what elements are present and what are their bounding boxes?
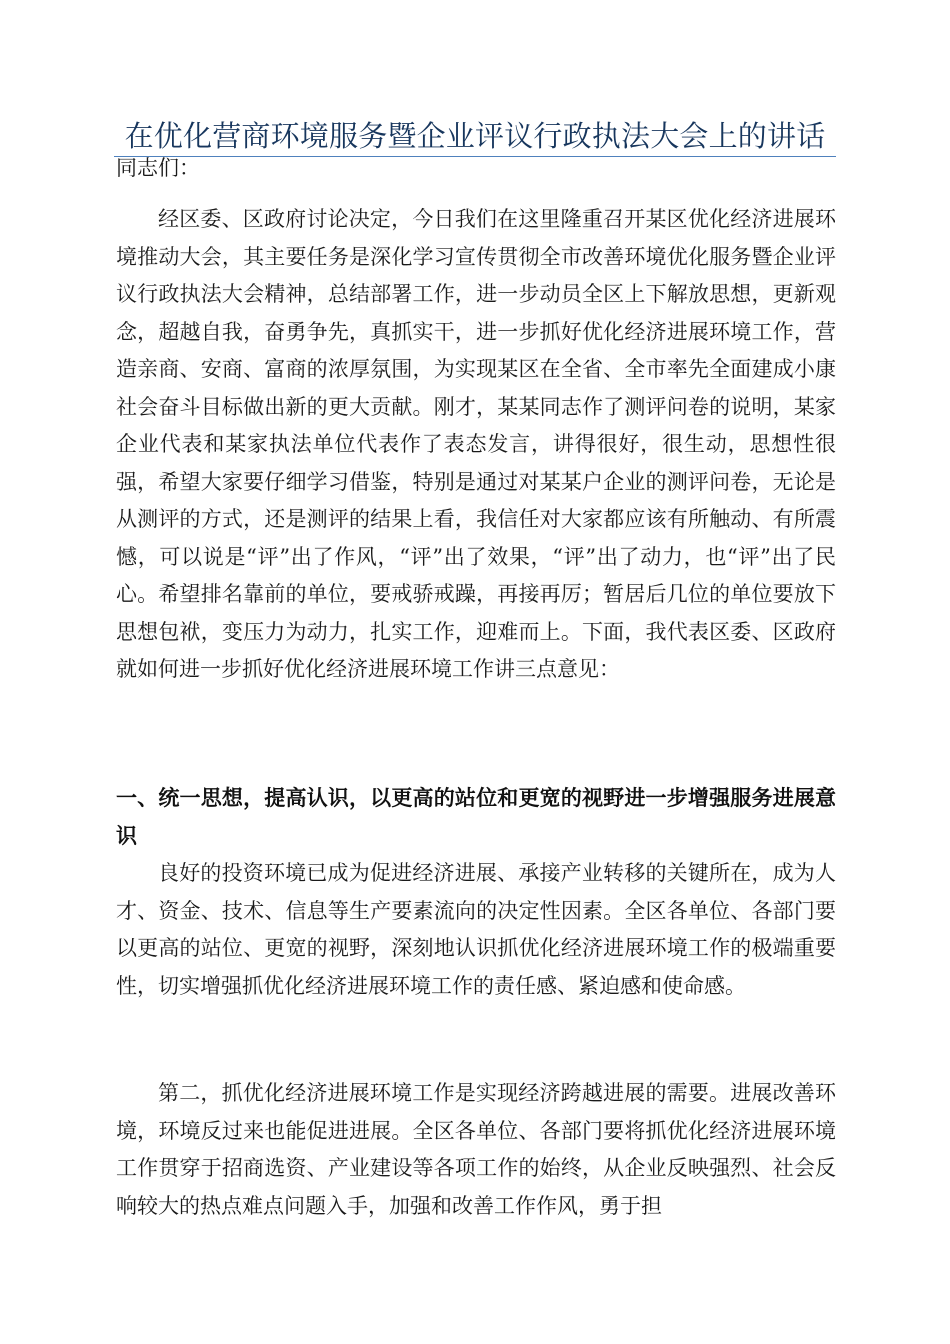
section-heading-1: 一、统一思想，提高认识，以更高的站位和更宽的视野进一步增强服务进展意识 [116, 785, 836, 848]
salutation: 同志们： [116, 156, 200, 180]
paragraph-opening: 经区委、区政府讨论决定，今日我们在这里隆重召开某区优化经济进展环境推动大会，其主要任务是深化学习宣传贯彻全市改善环境优化服务暨企业评议行政执法大会精神，总结部署工作，进一步动员全区上下解放思想，更新观念，超越自我，奋勇争先，真抓实干，进一步抓好优化经济进展环境工作，营造亲商、安商、富商的浓厚氛围，为实现某区在全省、全市率先全面建成小康社会奋斗目标做出新的更大贡献。刚才，某某同志作了测评问卷的说明，某家企业代表和某家执法单位代表作了表态发言，讲得很好，很生动，思想性很强，希望大家要仔细学习借鉴，特别是通过对某某户企业的测评问卷，无论是从测评的方式，还是测评的结果上看，我信任对大家都应该有所触动、有所震憾，可以说是“评”出了作风，“评”出了效果，“评”出了动力，也“评”出了民心。希望排名靠前的单位，要戒骄戒躁，再接再厉；暂居后几位的单位要放下思想包袱，变压力为动力，扎实工作，迎难而上。下面，我代表区委、区政府就如何进一步抓好优化经济进展环境工作讲三点意见： [116, 207, 836, 681]
paragraph-section1-1: 良好的投资环境已成为促进经济进展、承接产业转移的关键所在，成为人才、资金、技术、信息等生产要素流向的决定性因素。全区各单位、各部门要以更高的站位、更宽的视野，深刻地认识抓优化经济进展环境工作的极端重要性，切实增强抓优化经济进展环境工作的责任感、紧迫感和使命感。 [116, 861, 836, 998]
document-title: 在优化营商环境服务暨企业评议行政执法大会上的讲话 [124, 119, 826, 153]
paragraph-section1-2: 第二，抓优化经济进展环境工作是实现经济跨越进展的需要。进展改善环境，环境反过来也能促进进展。全区各单位、各部门要将抓优化经济进展环境工作贯穿于招商选资、产业建设等各项工作的始终，从企业反映强烈、社会反响较大的热点难点问题入手，加强和改善工作作风，勇于担 [116, 1081, 836, 1218]
